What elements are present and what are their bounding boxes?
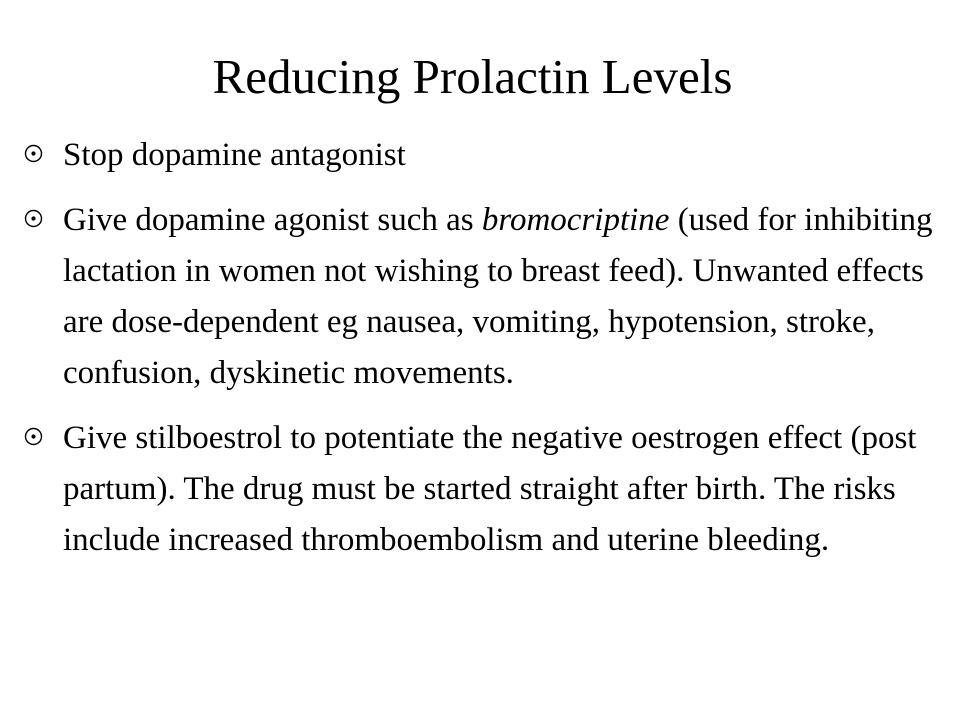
bullet-text-before: Give dopamine agonist such as (63, 202, 482, 238)
bullet-list (24, 130, 944, 580)
drug-name-emphasis: bromocriptine (481, 202, 670, 238)
bullet-item-1 (24, 130, 944, 181)
circled-dot-icon (24, 209, 43, 228)
slide-title: Reducing Prolactin Levels (212, 49, 733, 104)
bullet-text-after: (used for inhibiting lactation in women not wishing to breast feed). Unwanted effects are dose-dependent eg nausea, vomiting, hypotension, stroke, confusion, dyskinetic movements. (63, 202, 933, 391)
bullet-item-2 (24, 195, 944, 399)
circled-dot-icon (24, 144, 43, 163)
bullet-item-3 (24, 413, 944, 566)
circled-dot-icon (24, 427, 43, 446)
bullet-text: Give stilboestrol to potentiate the negative oestrogen effect (post partum). The drug must be started straight after birth. The risks include increased thromboembolism and uterine bleeding. (63, 420, 917, 558)
bullet-text: Stop dopamine antagonist (63, 137, 406, 173)
